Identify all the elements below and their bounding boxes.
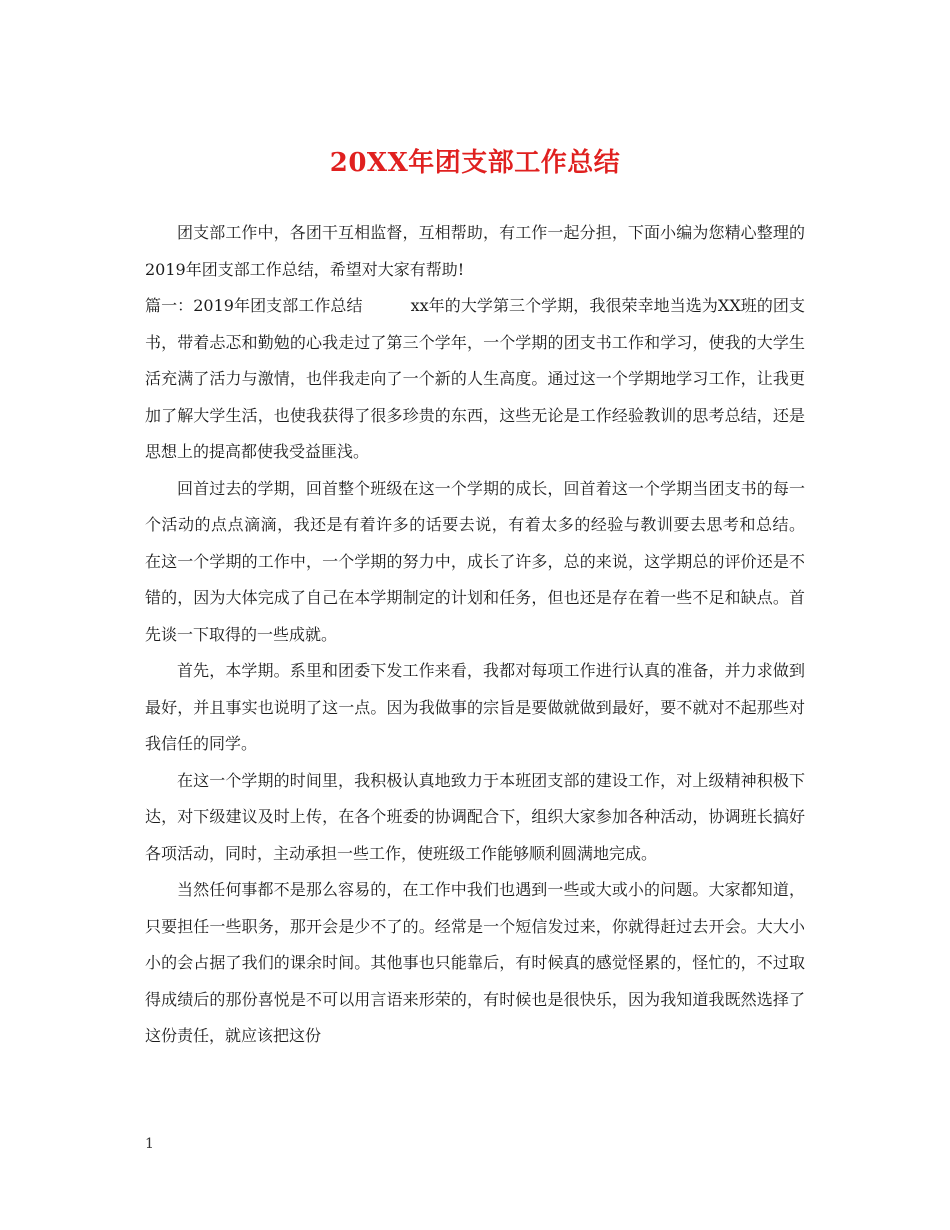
intro-paragraph: 团支部工作中，各团干互相监督，互相帮助，有工作一起分担，下面小编为您精心整理的2019年团支部工作总结，希望对大家有帮助! [145,223,805,279]
section-first-text: xx年的大学第三个学期，我很荣幸地当选为XX班的团支书，带着忐忑和勤勉的心我走过了第三个学年，一个学期的团支书工作和学习，使我的大学生活充满了活力与激情，也伴我走向了一个新的人生高度。通过这一个学期地学习工作，让我更加了解大学生活，也使我获得了很多珍贵的东西，这些无论是工作经验教训的思考总结，还是思想上的提高都使我受益匪浅。 [145,296,805,461]
page-number: 1 [145,1136,154,1152]
document-body [145,215,805,1055]
body-paragraph: 首先，本学期。系里和团委下发工作来看，我都对每项工作进行认真的准备，并力求做到最好，并且事实也说明了这一点。因为我做事的宗旨是要做就做到最好，要不就对不起那些对我信任的同学。 [145,661,805,753]
document-title: 20XX年团支部工作总结 [329,148,621,178]
body-paragraph: 在这一个学期的时间里，我积极认真地致力于本班团支部的建设工作，对上级精神积极下达，对下级建议及时上传，在各个班委的协调配合下，组织大家参加各种活动，协调班长搞好各项活动，同时，主动承担一些工作，使班级工作能够顺利圆满地完成。 [145,770,805,863]
body-paragraph: 回首过去的学期，回首整个班级在这一个学期的成长，回首着这一个学期当团支书的每一个活动的点点滴滴，我还是有着许多的话要去说，有着太多的经验与教训要去思考和总结。 在这一个学期的工作中，一个学期的努力中，成长了许多，总的来说，这学期总的评价还是不错的，因为大体完成了自己在本学期制定的计划和任务，但也还是存在着一些不足和缺点。首先谈一下取得的一些成就。 [145,478,805,644]
body-paragraph: 当然任何事都不是那么容易的，在工作中我们也遇到一些或大或小的问题。大家都知道，只要担任一些职务，那开会是少不了的。经常是一个短信发过来，你就得赶过去开会。大大小小的会占据了我们的课余时间。其他事也只能靠后，有时候真的感觉怪累的，怪忙的，不过取得成绩后的那份喜悦是不可以用言语来形荣的，有时候也是很快乐，因为我知道我既然选择了这份责任，就应该把这份 [145,880,805,1045]
section-one-paragraph [145,288,805,471]
section-heading: 篇一：2019年团支部工作总结 [145,296,363,315]
